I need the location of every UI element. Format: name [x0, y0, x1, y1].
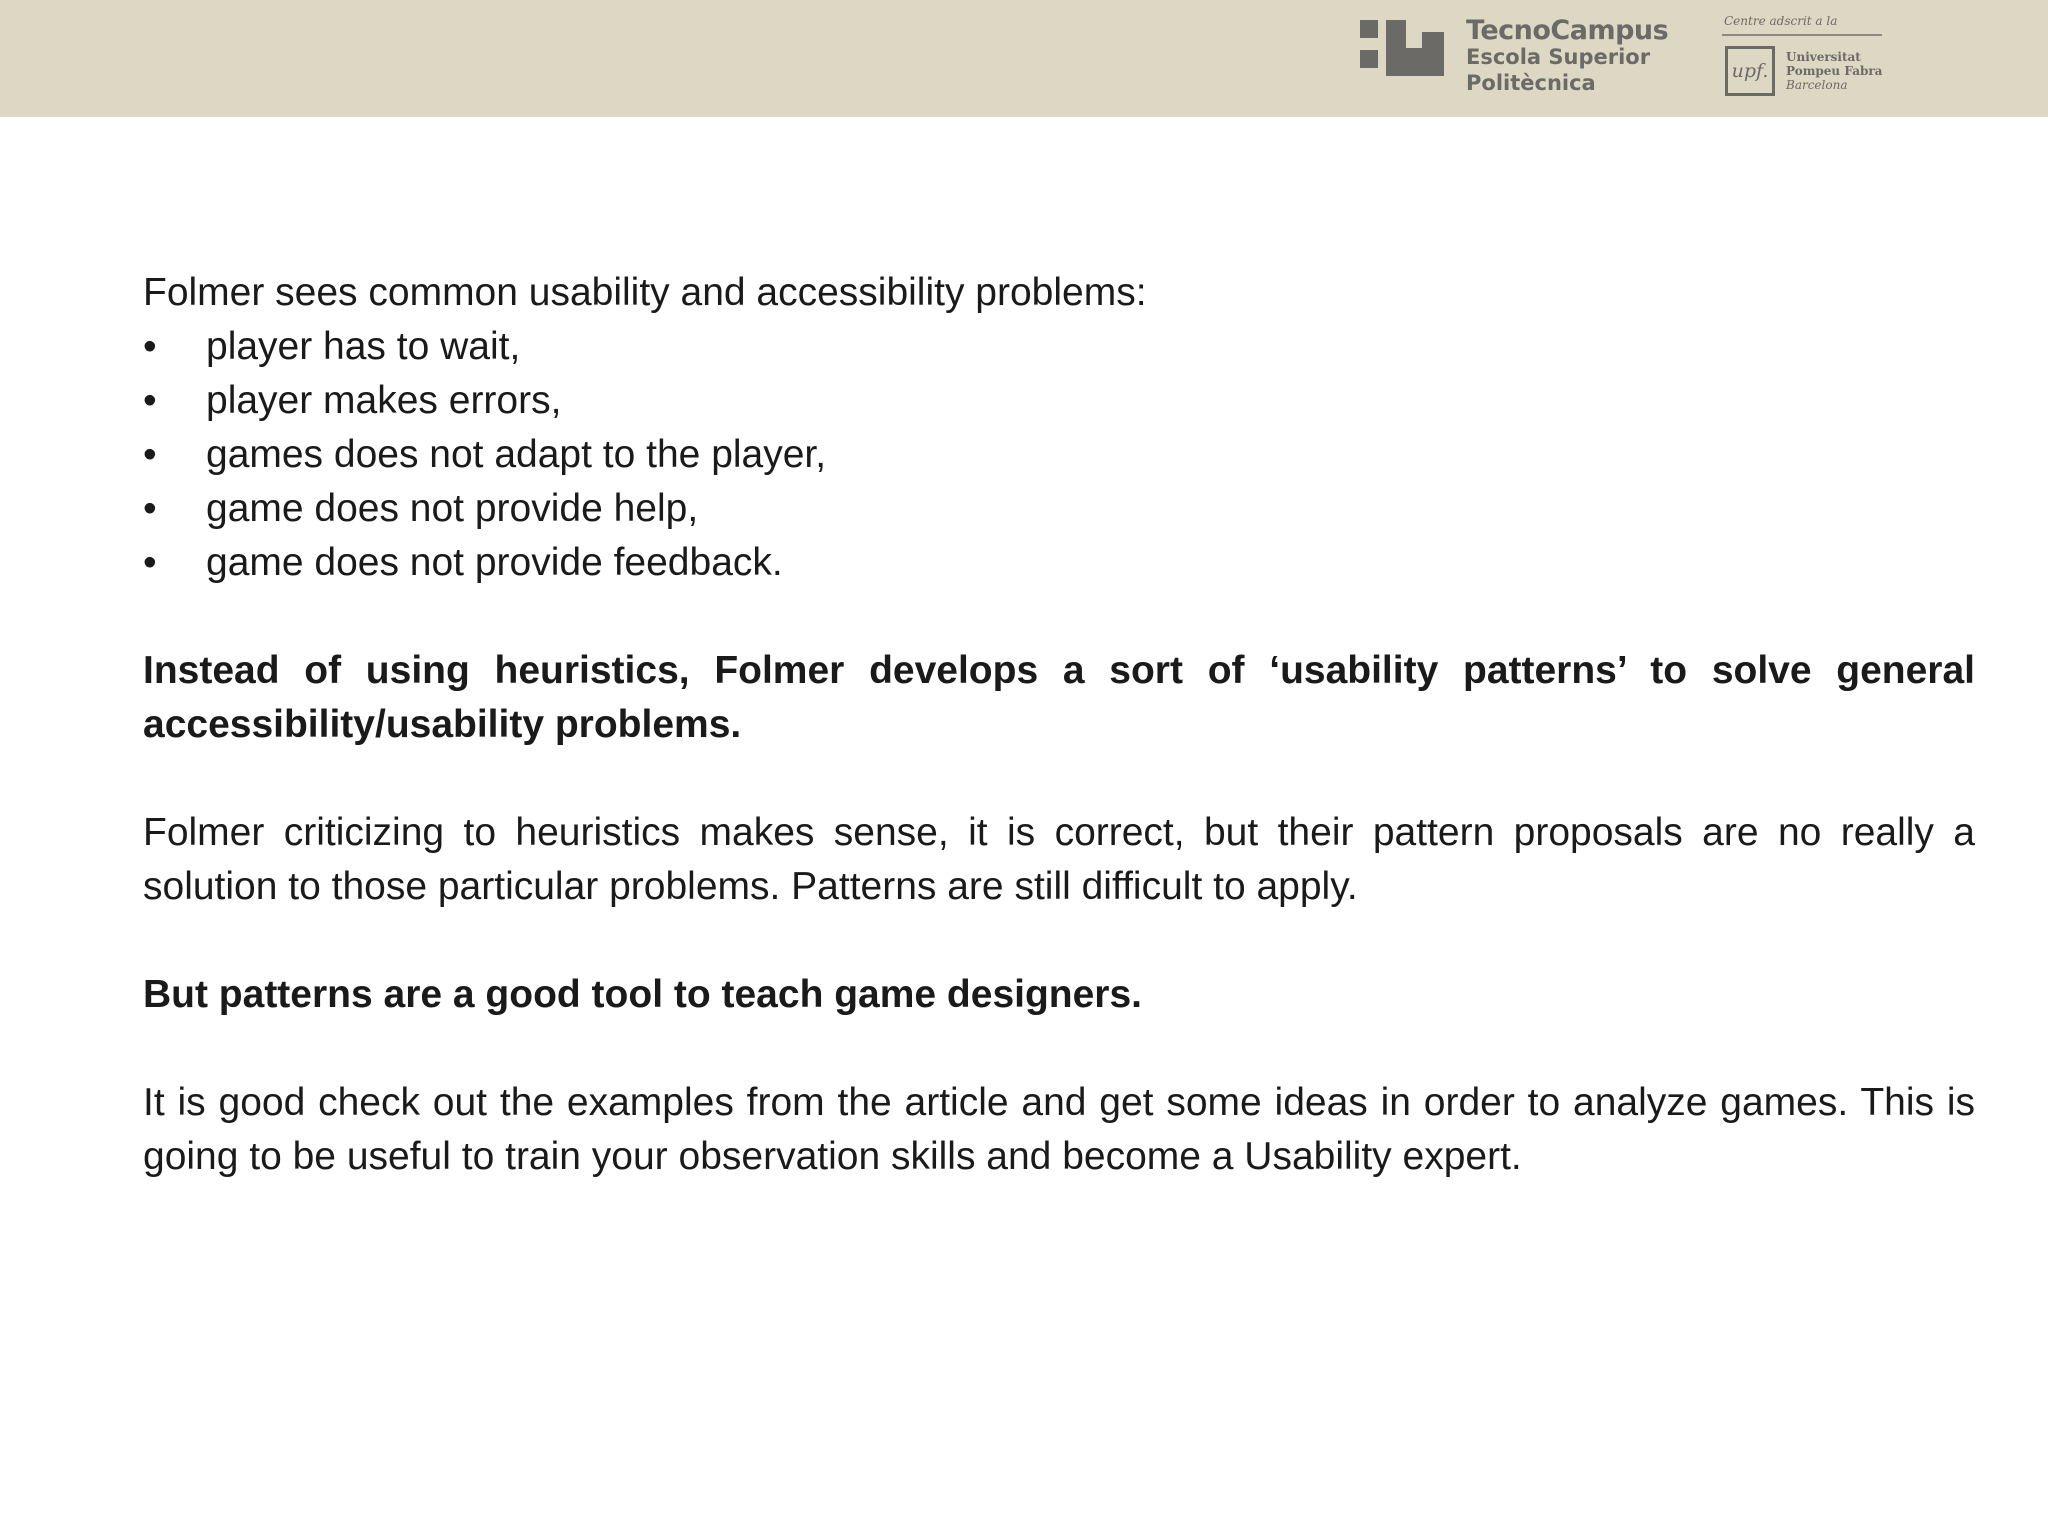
upf-divider [1722, 34, 1882, 36]
upf-logo-text [1786, 50, 1882, 92]
bullet-icon: • [143, 325, 157, 368]
upf-line-universitat: Universitat [1786, 50, 1861, 64]
list-item-text: games does not adapt to the player, [206, 433, 827, 476]
list-item-text: game does not provide feedback. [206, 541, 783, 584]
upf-line-pompeu: Pompeu Fabra [1786, 64, 1883, 78]
teach-paragraph: But patterns are a good tool to teach game designers. [143, 973, 1143, 1016]
tecnocampus-logo-mark [1360, 20, 1444, 76]
list-item [143, 428, 1975, 482]
patterns-paragraph: Instead of using heuristics, Folmer develops a sort of ‘usability patterns’ to solve general accessibility/usability problems. [143, 649, 1975, 746]
bullet-icon: • [143, 379, 157, 422]
list-item [143, 320, 1975, 374]
bullet-icon: • [143, 541, 157, 584]
list-item-text: player makes errors, [206, 379, 562, 422]
upf-caption: Centre adscrit a la [1724, 14, 1838, 28]
list-item-text: player has to wait, [206, 325, 521, 368]
slide-content [143, 266, 1975, 1238]
problem-list [143, 320, 1975, 590]
tecnocampus-logo-text [1466, 15, 1669, 96]
list-item [143, 536, 1975, 590]
list-item [143, 482, 1975, 536]
list-item [143, 374, 1975, 428]
critique-paragraph: Folmer criticizing to heuristics makes sense, it is correct, but their pattern proposals are no really a solution to those particular problems. Patterns are still difficult to apply. [143, 811, 1975, 908]
upf-logo-mark: upf. [1725, 46, 1775, 96]
header-band [0, 0, 2048, 117]
logo-line-politecnica: Politècnica [1466, 71, 1596, 95]
upf-line-barcelona: Barcelona [1786, 78, 1848, 92]
examples-paragraph: It is good check out the examples from the article and get some ideas in order to analyze games. This is going to be useful to train your observation skills and become a Usability expert. [143, 1081, 1975, 1178]
bullet-icon: • [143, 433, 157, 476]
logo-line-tecnocampus: TecnoCampus [1466, 15, 1669, 46]
bullet-icon: • [143, 487, 157, 530]
logo-line-escola: Escola Superior [1466, 45, 1651, 69]
list-item-text: game does not provide help, [206, 487, 699, 530]
intro-text: Folmer sees common usability and accessibility problems: [143, 271, 1147, 314]
